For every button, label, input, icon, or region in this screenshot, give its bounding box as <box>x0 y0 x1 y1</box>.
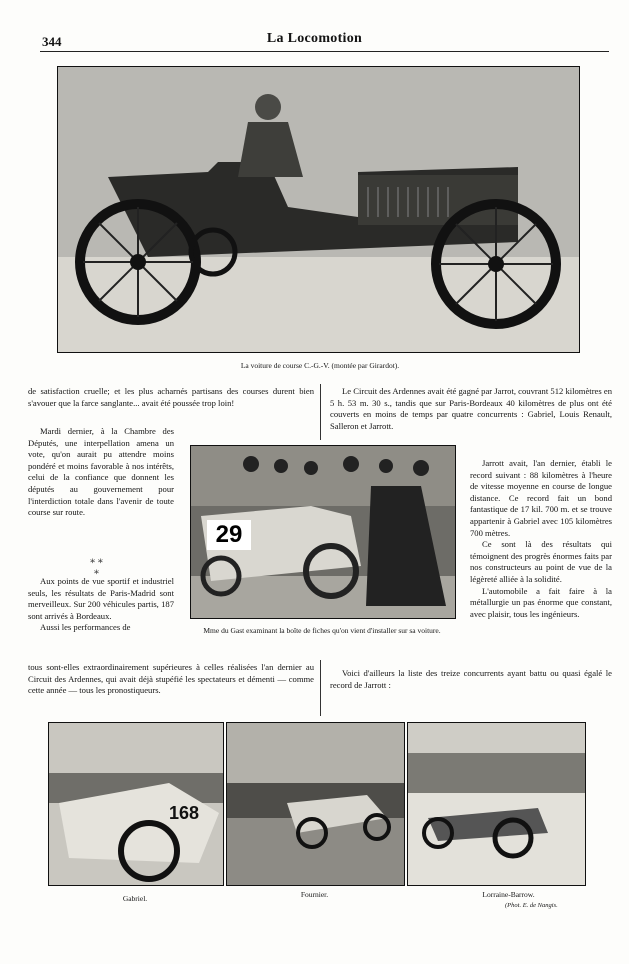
paragraph: Ce sont là des résultats qui témoignent des progrès énormes faits par nos constructeurs au point de vue de la légèreté alliée à la solidité. <box>470 539 612 584</box>
bottom-caption-gabriel: Gabriel. <box>122 894 148 903</box>
paragraph: L'automobile a fait faire à la métallurgie un pas énorme que constant, avec plaisir, tous les ingénieurs. <box>470 585 612 619</box>
photo-credit: (Phot. E. de Nangis. <box>505 902 558 909</box>
page-number: 344 <box>42 34 62 49</box>
paragraph: de satisfaction cruelle; et les plus acharnés partisans des courses durent bien s'avouer que la farce sanglante... avait été poussée trop loin! <box>28 386 314 408</box>
bottom-photo-fournier <box>226 722 405 886</box>
left-column-bottom <box>28 662 314 697</box>
paragraph: Aux points de vue sportif et industriel seuls, les résultats de Paris-Madrid sont merveilleux. Sur 200 véhicules partis, 187 sont arrivés à Bordeaux. <box>28 576 174 621</box>
paragraph: Le Circuit des Ardennes avait été gagné par Jarrot, couvrant 512 kilomètres en 5 h. 53 m. 30 s., tandis que sur Paris-Bordeaux 40 kilomètres de plus ont été couverts en moins de temps par quatre concurrents : Gabriel, Louis Renault, Salleron et Jarrott. <box>330 386 612 431</box>
left-column-top <box>28 386 314 409</box>
header-rule <box>40 51 609 52</box>
main-photo-race-car <box>57 66 580 353</box>
column-divider-top <box>320 384 321 440</box>
column-divider-bottom <box>320 660 321 716</box>
main-photo-caption: La voiture de course C.-G.-V. (montée par Girardot). <box>240 361 400 370</box>
paragraph: Mardi dernier, à la Chambre des Députés, une interpellation amena un vote, qu'on aurait pu attendre moins pondéré et moins favorable à nos intérêts, celui de la confiance que donnent les députés au gouvernement pour l'interdiction totale dans l'avenir de toute course sur route. <box>28 426 174 518</box>
right-column-bottom <box>330 668 612 691</box>
paragraph: Jarrott avait, l'an dernier, établi le record suivant : 88 kilomètres à l'heure de vitesse moyenne en course de longue distance. Ce record fait un bond fantastique de 17 kil. 700 m. et se trouve appartenir à Gabriel avec 105 kilomètres 700 mètres. <box>470 458 612 538</box>
right-column-top <box>330 386 612 432</box>
bottom-photo-lorraine-barrow <box>407 722 586 886</box>
paragraph: Aussi les performances de <box>40 622 131 633</box>
car-number: 168 <box>169 803 200 823</box>
section-separator-stars: ∗∗ ∗ <box>89 556 105 578</box>
car-number: 29 <box>207 520 251 550</box>
center-photo-mme-du-gast <box>190 445 456 619</box>
paragraph: Voici d'ailleurs la liste des treize concurrents ayant battu ou quasi égalé le record de Jarrott : <box>330 668 612 690</box>
left-column-p3 <box>28 576 174 634</box>
bottom-photo-gabriel <box>48 722 224 886</box>
center-photo-caption: Mme du Gast examinant la boîte de fiches qu'on vient d'installer sur sa voiture. <box>203 626 441 635</box>
journal-title: La Locomotion <box>266 31 363 46</box>
paragraph: tous sont-elles extraordinairement supérieures à celles réalisées l'an dernier au Circuit des Ardennes, qui avait déjà stupéfié les spectateurs et démenti — comme cette année — tous les pronostiqueurs. <box>28 662 314 696</box>
left-column-wrap <box>28 426 174 519</box>
right-column-wrap <box>470 458 612 620</box>
bottom-caption-fournier: Fournier. <box>300 890 329 899</box>
bottom-caption-lorraine-barrow: Lorraine-Barrow. <box>482 890 535 899</box>
